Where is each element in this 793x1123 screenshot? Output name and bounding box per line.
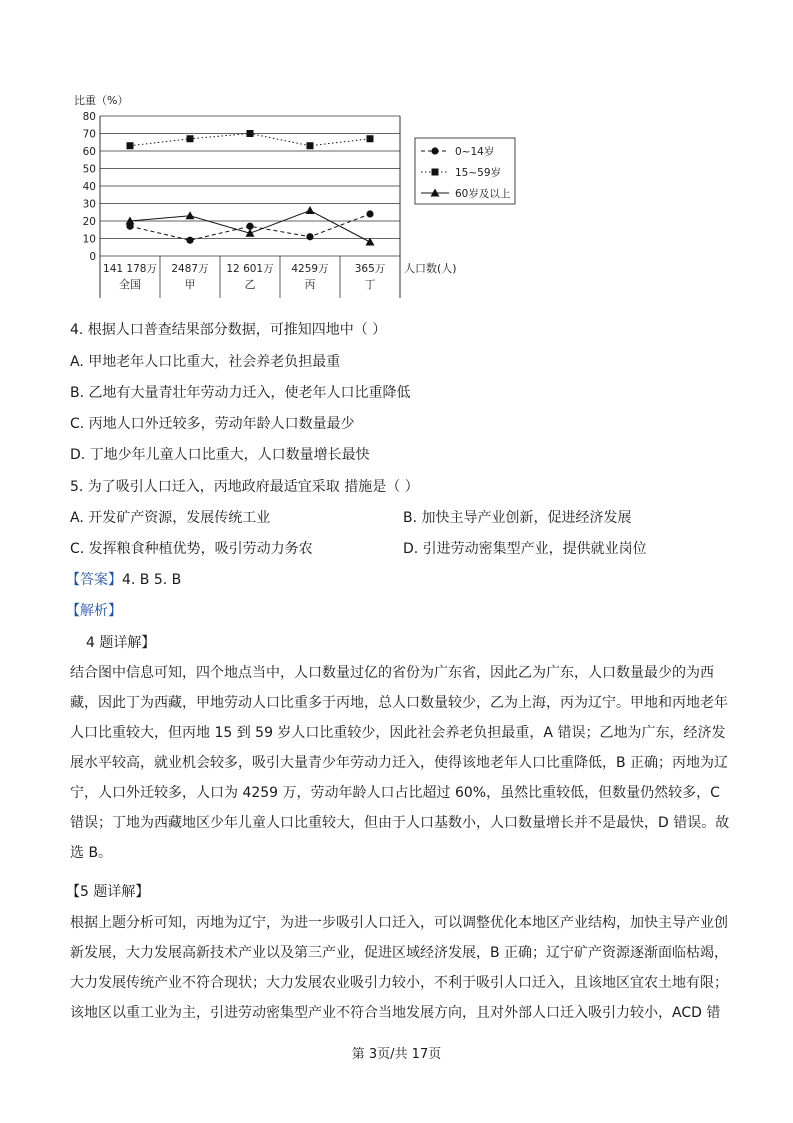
population-label: 12 601万 (226, 263, 274, 275)
population-chart (60, 88, 530, 298)
y-tick-label: 10 (82, 233, 96, 246)
q5-option-a: A. 开发矿产资源，发展传统工业 (70, 510, 271, 526)
q5-option-d: D. 引进劳动密集型产业，提供就业岗位 (403, 541, 647, 557)
legend-label: 60岁及以上 (455, 188, 511, 200)
answer-line (66, 570, 181, 590)
y-tick-label: 50 (82, 163, 96, 176)
chart-svg (60, 88, 530, 298)
data-point (186, 211, 195, 219)
detail4-heading: 4 题详解】 (86, 635, 156, 651)
y-tick-label: 60 (82, 146, 96, 158)
y-tick-label: 40 (82, 181, 96, 193)
data-point (247, 130, 254, 137)
data-point (306, 206, 315, 214)
data-point (186, 237, 193, 244)
y-tick-label: 70 (82, 128, 96, 141)
data-point (367, 135, 374, 142)
q5-stem: 5. 为了吸引人口迁入，丙地政府最适宜采取 措施是（ ） (70, 479, 419, 495)
population-label: 4259万 (291, 263, 329, 275)
q4-option-d: D. 丁地少年儿童人口比重大，人口数量增长最快 (70, 447, 370, 463)
data-point (366, 210, 373, 217)
detail5-paragraph: 根据上题分析可知，丙地为辽宁，为进一步吸引人口迁入，可以调整优化本地区产业结构，加快主导产业创新发展，大力发展高新技术产业以及第三产业，促进区域经济发展，B 正确；辽宁矿产资源逐渐面临枯竭，大力发展传统产业不符合现状；大力发展农业吸引力较小，不利于吸引人口迁入，且该地区宜农土地有限；该地区以重工业为主，引进劳动密集型产业不符合当地发展方向，且对外部人口迁入吸引力较小，ACD 错 (70, 915, 729, 1021)
population-label: 2487万 (171, 263, 209, 275)
q4-option-b: B. 乙地有大量青壮年劳动力迁入，使老年人口比重降低 (70, 385, 411, 401)
y-tick-label: 20 (82, 216, 96, 228)
q5-option-b: B. 加快主导产业创新，促进经济发展 (403, 510, 632, 526)
y-tick-label: 30 (82, 198, 96, 211)
category-label: 乙 (244, 278, 256, 291)
data-point (127, 142, 134, 149)
y-tick-label: 0 (89, 251, 96, 263)
legend-marker (431, 147, 438, 154)
y-tick-label: 80 (82, 111, 96, 123)
q4-stem: 4. 根据人口普查结果部分数据，可推知四地中（ ） (70, 322, 387, 338)
answer-text: 4. B 5. B (122, 572, 182, 588)
legend-label: 15~59岁 (455, 167, 502, 179)
y-axis-label: 比重（%） (74, 94, 129, 107)
category-label: 甲 (184, 278, 196, 291)
analysis-tag: 【解析】 (66, 603, 122, 619)
q5-option-c: C. 发挥粮食种植优势，吸引劳动力务农 (70, 541, 313, 557)
detail4-paragraph: 结合图中信息可知，四个地点当中，人口数量过亿的省份为广东省，因此乙为广东，人口数量最少的为西藏，因此丁为西藏，甲地劳动人口比重多于丙地，总人口数量较少，乙为上海，丙为辽宁。甲地和丙地老年人口比重较大，但丙地 15 到 59 岁人口比重较少，因此社会养老负担最重，A 错误；乙地为广东，经济发展水平较高，就业机会较多，吸引大量青少年劳动力迁入，使得该地老年人口比重降低，B 正确；丙地为辽宁，人口外迁较多，人口为 4259 万，劳动年龄人口占比超过 60%，虽然比重较低，但数量仍然较多，C 错误；丁地为西藏地区少年儿童人口比重较大，但由于人口基数小，人口数量增长并不是最快，D 错误。故选 B。 (70, 665, 730, 861)
answer-tag: 【答案】 (66, 572, 122, 588)
population-label: 365万 (354, 263, 386, 275)
data-point (307, 142, 314, 149)
category-label: 全国 (119, 278, 141, 291)
q4-option-c: C. 丙地人口外迁较多，劳动年龄人口数量最少 (70, 416, 355, 432)
page-footer: 第 3页/共 17页 (351, 1047, 442, 1062)
detail5-heading: 【5 题详解】 (66, 884, 150, 900)
x-axis-label: 人口数(人) (404, 262, 457, 275)
legend-label: 0~14岁 (455, 146, 495, 158)
legend-marker (432, 169, 439, 176)
category-label: 丁 (364, 278, 376, 291)
q4-option-a: A. 甲地老年人口比重大，社会养老负担最重 (70, 354, 341, 370)
data-point (306, 233, 313, 240)
data-point (187, 135, 194, 142)
category-label: 丙 (304, 278, 316, 291)
population-label: 141 178万 (103, 263, 157, 275)
